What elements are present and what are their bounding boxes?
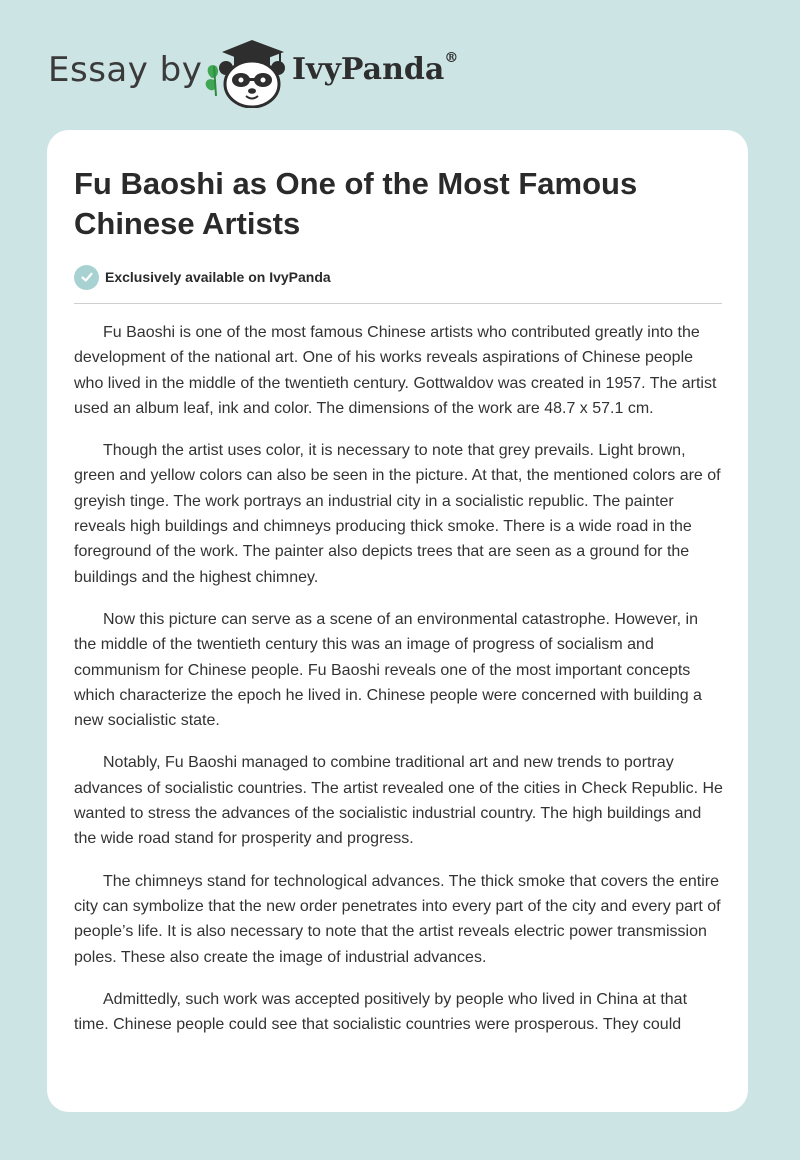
- essay-paragraph: Though the artist uses color, it is necessary to note that grey prevails. Light brown, green and yellow colors can also be seen in the picture. At that, the mentioned colors are of greyish tinge. The work portrays an industrial city in a socialistic republic. The painter reveals high buildings and chimneys producing thick smoke. There is a wide road in the foreground of the work. The painter also depicts trees that are seen as a ground for the buildings and the highest chimney.: [74, 442, 721, 586]
- panda-graduate-logo-icon[interactable]: [200, 36, 292, 108]
- essay-paragraph: Notably, Fu Baoshi managed to combine traditional art and new trends to portray advances of socialistic countries. The artist revealed one of the cities in Check Republic. He wanted to stress the advances of the socialistic industrial country. The high buildings and the wide road stand for prosperity and progress.: [74, 754, 723, 848]
- title-divider: [74, 303, 722, 304]
- essay-paragraph: Fu Baoshi is one of the most famous Chinese artists who contributed greatly into the development of the national art. One of his works reveals aspirations of Chinese people who lived in the middle of the twentieth century. Gottwaldov was created in 1957. The artist used an album leaf, ink and color. The dimensions of the work are 48.7 x 57.1 cm.: [74, 324, 717, 417]
- essay-card: [47, 130, 748, 1112]
- brand-name[interactable]: [292, 52, 458, 87]
- site-header: [0, 0, 800, 120]
- brand-text: IvyPanda: [292, 52, 445, 87]
- essay-paragraph: The chimneys stand for technological advances. The thick smoke that covers the entire city can symbolize that the new order penetrates into every part of the city and every part of people’s life. It is also necessary to note that the artist reveals electric power transmission poles. These also create the image of industrial advances.: [74, 872, 721, 966]
- essay-by-label: Essay by: [48, 50, 203, 90]
- essay-title: Fu Baoshi as One of the Most Famous Chinese Artists: [74, 166, 638, 241]
- essay-paragraph: Admittedly, such work was accepted positively by people who lived in China at that time. Chinese people could see that socialistic countries were prosperous. They could: [74, 990, 688, 1034]
- essay-body: [74, 320, 724, 1054]
- registered-mark: ®: [444, 50, 459, 66]
- check-circle-icon: [74, 265, 99, 290]
- essay-paragraph: Now this picture can serve as a scene of an environmental catastrophe. However, in the middle of the twentieth century this was an image of progress of socialism and communism for Chinese people. Fu Baoshi reveals one of the most important concepts which characterize the epoch he lived in. Chinese people were concerned with building a new socialistic state.: [74, 610, 702, 730]
- exclusive-badge-label: Exclusively available on IvyPanda: [105, 269, 331, 285]
- exclusive-badge: [74, 264, 331, 290]
